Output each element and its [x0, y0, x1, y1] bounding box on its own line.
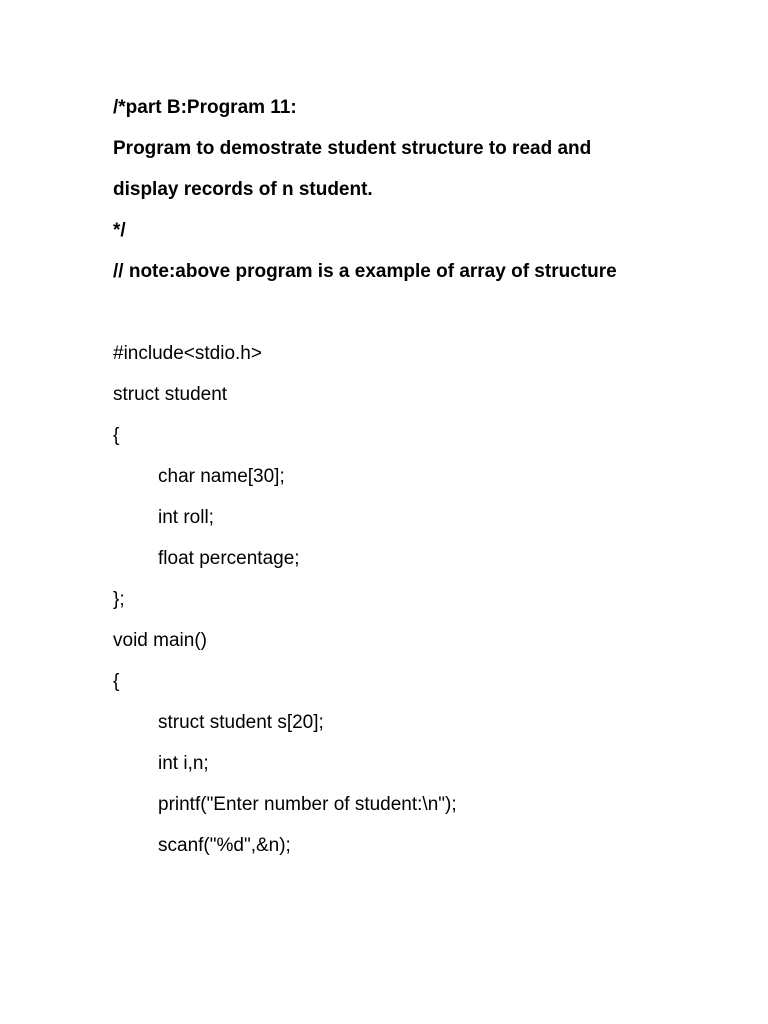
code-line-struct-close: }; [113, 589, 125, 610]
code-line-roll-field: int roll; [158, 507, 214, 528]
code-line-printf: printf("Enter number of student:\n"); [158, 794, 457, 815]
code-line-scanf: scanf("%d",&n); [158, 835, 291, 856]
code-line-main-decl: void main() [113, 630, 207, 651]
code-line-percentage-field: float percentage; [158, 548, 300, 569]
note-line: // note:above program is a example of array of structure [113, 261, 617, 282]
comment-open-line: /*part B:Program 11: [113, 97, 297, 118]
code-line-open-brace: { [113, 425, 120, 446]
program-description-line-2: display records of n student. [113, 179, 373, 200]
comment-close-line: */ [113, 220, 126, 241]
program-description-line-1: Program to demostrate student structure to read and [113, 138, 592, 159]
code-line-include: #include<stdio.h> [113, 343, 262, 364]
code-line-struct-decl: struct student [113, 384, 228, 405]
code-line-int-decl: int i,n; [158, 753, 209, 774]
code-line-main-open-brace: { [113, 671, 120, 692]
code-line-array-decl: struct student s[20]; [158, 712, 324, 733]
code-line-name-field: char name[30]; [158, 466, 285, 487]
